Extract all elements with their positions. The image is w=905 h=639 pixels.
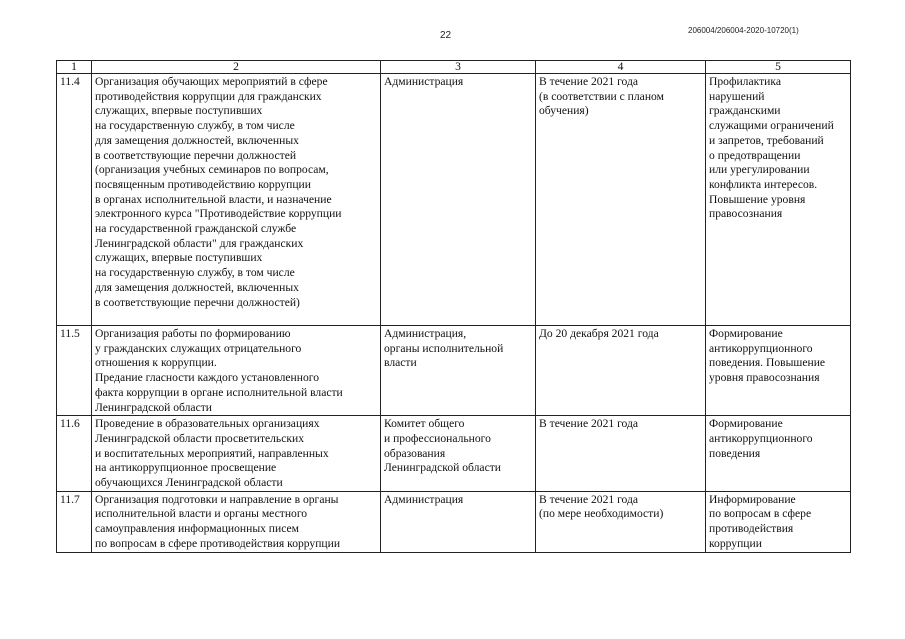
- table-row: [57, 74, 851, 326]
- header-row: [57, 61, 851, 74]
- deadline-cell: До 20 декабря 2021 года: [536, 326, 706, 416]
- row-number: 11.5: [57, 326, 92, 416]
- column-header-1: 1: [57, 61, 92, 74]
- deadline-cell: В течение 2021 года: [536, 416, 706, 492]
- column-header-3: 3: [381, 61, 536, 74]
- responsible-cell: Администрация: [381, 74, 536, 326]
- measure-cell: Организация работы по формированию у гражданских служащих отрицательного отношения к коррупции. Предание гласности каждого установленного факта коррупции в органе исполнительной власти Ленинградской области: [92, 326, 381, 416]
- page-number: 22: [440, 30, 452, 41]
- column-header-2: 2: [92, 61, 381, 74]
- measure-cell: Организация обучающих мероприятий в сфере противодействия коррупции для гражданских служащих, впервые поступивших на государственную службу, в том числе для замещения должностей, включенных в соответствующие перечни должностей (организация учебных семинаров по вопросам, посвященным противодействию коррупции в органах исполнительной власти, и назначение электронного курса "Противодействие коррупции на государственной гражданской службе Ленинградской области" для гражданских служащих, впервые поступивших на государственную службу, в том числе для замещения должностей, включенных в соответствующие перечни должностей): [92, 74, 381, 326]
- result-cell: Профилактика нарушений гражданскими служащими ограничений и запретов, требований о предотвращении или урегулировании конфликта интересов. Повышение уровня правосознания: [706, 74, 851, 326]
- responsible-cell: Комитет общего и профессионального образования Ленинградской области: [381, 416, 536, 492]
- deadline-cell: В течение 2021 года (по мере необходимости): [536, 491, 706, 552]
- document-id: 206004/206004-2020-10720(1): [688, 26, 799, 35]
- measures-table: [56, 60, 851, 553]
- deadline-cell: В течение 2021 года (в соответствии с планом обучения): [536, 74, 706, 326]
- result-cell: Информирование по вопросам в сфере противодействия коррупции: [706, 491, 851, 552]
- column-header-4: 4: [536, 61, 706, 74]
- result-cell: Формирование антикоррупционного поведения: [706, 416, 851, 492]
- responsible-cell: Администрация: [381, 491, 536, 552]
- responsible-cell: Администрация, органы исполнительной власти: [381, 326, 536, 416]
- row-number: 11.7: [57, 491, 92, 552]
- row-number: 11.4: [57, 74, 92, 326]
- row-number: 11.6: [57, 416, 92, 492]
- column-header-5: 5: [706, 61, 851, 74]
- table-row: [57, 491, 851, 552]
- result-cell: Формирование антикоррупционного поведения. Повышение уровня правосознания: [706, 326, 851, 416]
- table-row: [57, 326, 851, 416]
- measure-cell: Проведение в образовательных организациях Ленинградской области просветительских и воспитательных мероприятий, направленных на антикоррупционное просвещение обучающихся Ленинградской области: [92, 416, 381, 492]
- measure-cell: Организация подготовки и направление в органы исполнительной власти и органы местного самоуправления информационных писем по вопросам в сфере противодействия коррупции: [92, 491, 381, 552]
- table-row: [57, 416, 851, 492]
